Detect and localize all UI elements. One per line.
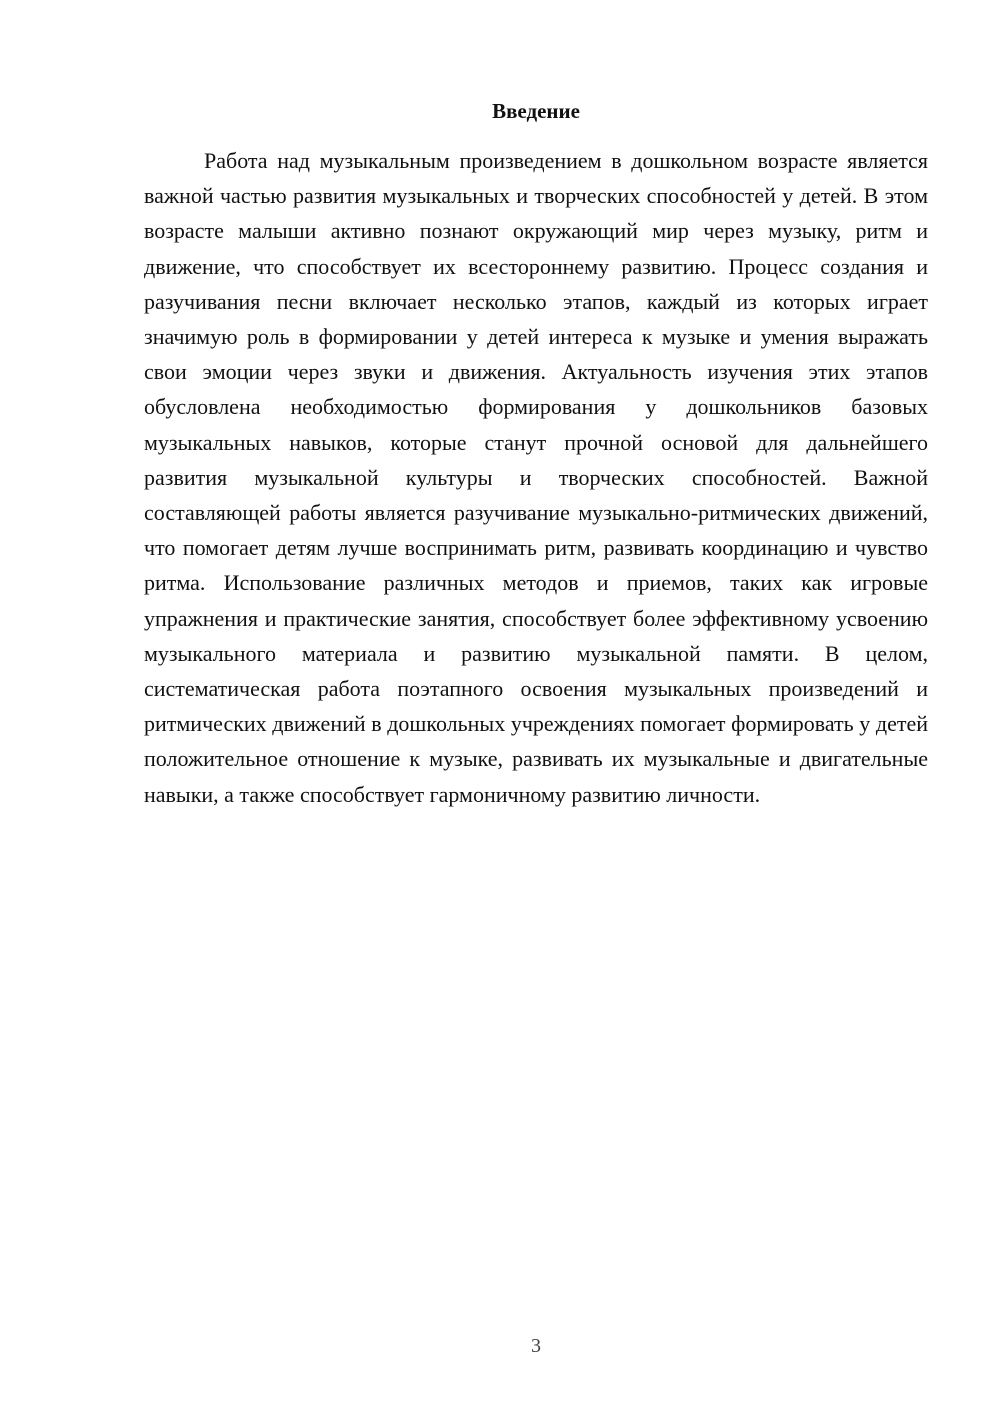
page-number: 3 xyxy=(531,1335,541,1357)
section-heading: Введение xyxy=(492,99,580,123)
body-paragraph: Работа над музыкальным произведением в дошкольном возрасте является важной частью развития музыкальных и творческих способностей у детей. В этом возрасте малыши активно познают окружающий мир через музыку, ритм и движение, что способствует их всестороннему развитию. Процесс создания и разучивания песни включает несколько этапов, каждый из которых играет значимую роль в формировании у детей интереса к музыке и умения выражать свои эмоции через звуки и движения. Актуальность изучения этих этапов обусловлена необходимостью формирования у дошкольников базовых музыкальных навыков, которые станут прочной основой для дальнейшего развития музыкальной культуры и творческих способностей. Важной составляющей работы является разучивание музыкально-ритмических движений, что помогает детям лучше воспринимать ритм, развивать координацию и чувство ритма. Использование различных методов и приемов, таких как игровые упражнения и практические занятия, способствует более эффективному усвоению музыкального материала и развитию музыкальной памяти. В целом, систематическая работа поэтапного освоения музыкальных произведений и ритмических движений в дошкольных учреждениях помогает формировать у детей положительное отношение к музыке, развивать их музыкальные и двигательные навыки, а также способствует гармоничному развитию личности. xyxy=(144,148,928,807)
